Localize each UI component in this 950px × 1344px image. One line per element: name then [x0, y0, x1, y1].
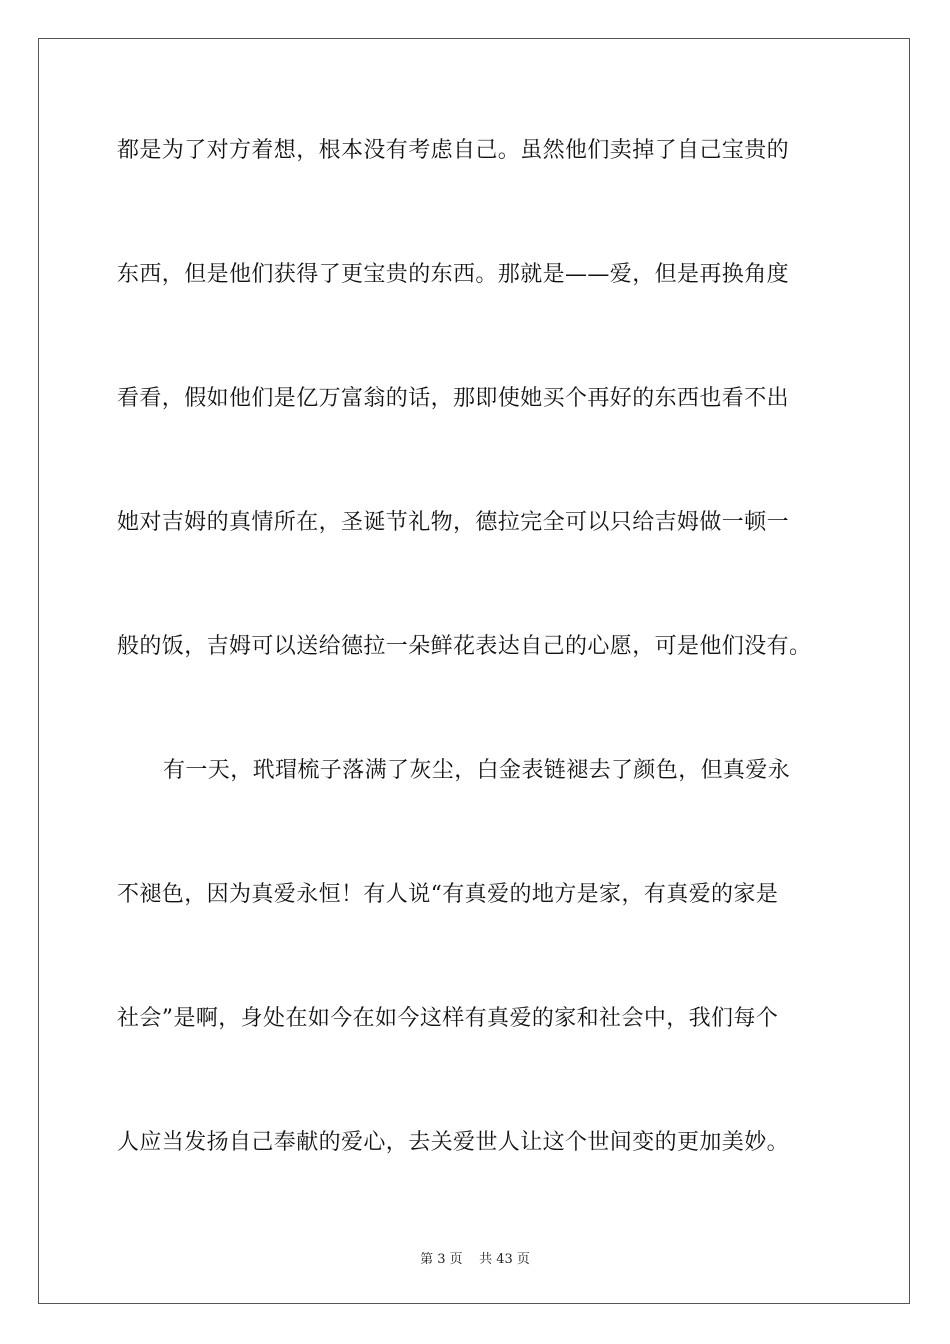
- text-line-1: 都是为了对方着想，根本没有考虑自己。虽然他们卖掉了自己宝贵的: [117, 138, 790, 163]
- text-line-7: 不褪色，因为真爱永恒！有人说“有真爱的地方是家，有真爱的家是: [117, 882, 779, 907]
- page-number-footer: 第 3 页 共 43 页: [420, 1252, 530, 1267]
- text-line-2: 东西，但是他们获得了更宝贵的东西。那就是——爱，但是再换角度: [117, 262, 790, 287]
- text-line-5: 般的饭，吉姆可以送给德拉一朵鲜花表达自己的心愿，可是他们没有。: [117, 634, 812, 659]
- page-border: [38, 38, 910, 1304]
- text-line-3: 看看，假如他们是亿万富翁的话，那即使她买个再好的东西也看不出: [117, 386, 790, 411]
- text-line-9: 人应当发扬自己奉献的爱心，去关爱世人让这个世间变的更加美妙。: [117, 1130, 790, 1155]
- text-line-4: 她对吉姆的真情所在，圣诞节礼物，德拉完全可以只给吉姆做一顿一: [117, 510, 790, 535]
- text-line-8: 社会”是啊，身处在如今在如今这样有真爱的家和社会中，我们每个: [117, 1006, 779, 1031]
- text-line-6: 有一天，玳瑁梳子落满了灰尘，白金表链褪去了颜色，但真爱永: [163, 758, 791, 783]
